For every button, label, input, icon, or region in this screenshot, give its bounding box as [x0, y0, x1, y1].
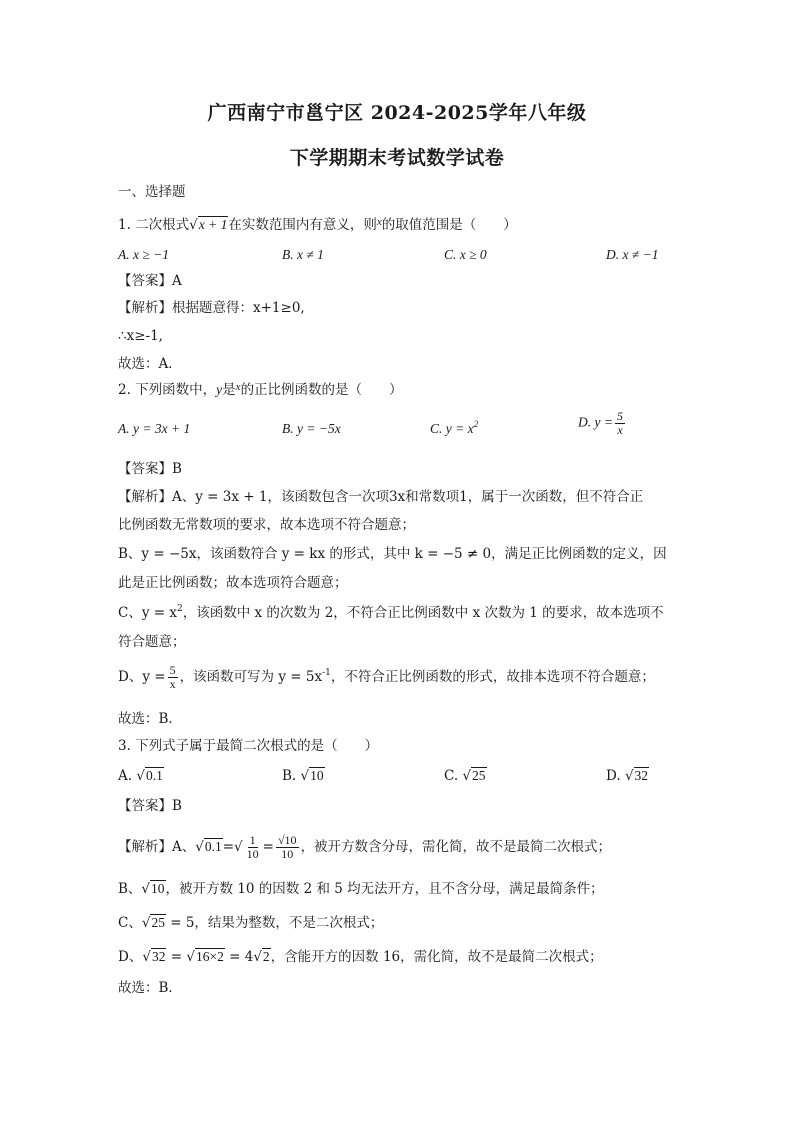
- sqrt-sign: √10: [141, 881, 165, 897]
- q3-a-pre: 【解析】A、: [118, 839, 196, 855]
- q3-b-post: ，被开方数 10 的因数 2 和 5 均无法开方，且不含分母，满足最简条件；: [165, 881, 604, 897]
- radicand: 2: [262, 949, 270, 964]
- radicand: 32: [151, 949, 166, 964]
- q1-radicand: x + 1: [198, 217, 228, 232]
- q2-analysis-a1: 【解析】A、y = 3x + 1，该函数包含一次项3x和常数项1，属于一次函数，但不符合正: [118, 489, 644, 505]
- sqrt-sign: √0.1: [136, 768, 163, 784]
- fraction-denominator: x: [169, 677, 176, 691]
- sqrt-sign: √x + 1: [189, 217, 228, 233]
- option-label: D.: [606, 768, 621, 784]
- q1-option-d: D. x ≠ −1: [606, 247, 659, 262]
- q2-stem-mid: 是: [222, 382, 236, 398]
- q2-stem: [118, 381, 403, 400]
- q3-d-eq2: = 4: [224, 949, 254, 965]
- fraction-numerator: 5: [169, 663, 176, 677]
- q1-stem-mid: 在实数范围内有意义，则: [228, 217, 377, 233]
- q1-answer: 【答案】A: [118, 273, 182, 289]
- radicand: 10: [310, 768, 324, 783]
- sqrt-sign: √10: [300, 768, 324, 784]
- q2-option-d: [578, 410, 627, 437]
- option-label: A.: [118, 768, 133, 784]
- option-label: C.: [444, 768, 459, 784]
- equals-sign: =: [222, 839, 235, 855]
- q1-conclusion: 故选：A．: [118, 356, 182, 372]
- q3-analysis-b: [118, 880, 604, 898]
- q3-b-pre: B、: [118, 881, 142, 897]
- q2-option-d-pre: D. y =: [578, 414, 613, 430]
- exam-title-line1: 广西南宁市邕宁区 2024-2025学年八年级: [207, 102, 587, 124]
- equals-sign: =: [262, 839, 274, 855]
- fraction-numerator: 1: [249, 833, 256, 847]
- q2-analysis-c2: 符合题意；: [118, 634, 186, 650]
- q2-conclusion: 故选：B．: [118, 711, 182, 727]
- q1-analysis: 【解析】根据题意得：x+1≥0,: [118, 300, 305, 316]
- q3-conclusion: 故选：B．: [118, 980, 182, 996]
- q3-a-fraction2: [276, 834, 299, 861]
- q2-analysis-b1: B、y = −5x，该函数符合 y = kx 的形式，其中 k = −5 ≠ 0，满足正比例函数的定义，因: [118, 546, 667, 562]
- q3-analysis-a: 【解析】A、√0.1=√ $\frac{1}{10}$ = $\frac{√10}{10}$ ，被开方数含分母，需化简，故不是最简二次根式；: [118, 833, 612, 861]
- exam-title-line2: 下学期期末考试数学试卷: [289, 147, 505, 169]
- q2-analysis-a2: 比例函数无常数项的要求，故本选项不符合题意；: [118, 517, 415, 533]
- q2-d-pre: D、y =: [118, 669, 166, 685]
- fraction-denominator: x: [617, 423, 623, 437]
- q2-analysis-d: [118, 664, 655, 691]
- q3-d-post: ，含能开方的因数 16，需化简，故不是最简二次根式；: [270, 949, 603, 965]
- q3-analysis-c: [118, 914, 383, 932]
- q2-c-pre: C、y = x: [118, 605, 177, 621]
- q1-option-a: A. x ≥ −1: [118, 247, 170, 262]
- q2-option-c-base: C. y = x: [430, 421, 474, 436]
- fraction-numerator: 5: [616, 409, 623, 423]
- sqrt-sign: √25: [141, 915, 165, 931]
- q2-option-d-fraction: [615, 410, 625, 437]
- radicand: 32: [634, 768, 649, 783]
- q2-stem-post: 的正比例函数的是（ ）: [240, 382, 403, 398]
- q2-option-c: [430, 420, 478, 439]
- q2-d-post: ，不符合正比例函数的形式，故排本选项不符合题意；: [330, 669, 655, 685]
- q3-c-post: = 5，结果为整数，不是二次根式；: [165, 915, 384, 931]
- q1-option-c: C. x ≥ 0: [444, 247, 487, 262]
- sqrt-sign: √32: [142, 949, 166, 965]
- radicand: 0.1: [204, 839, 222, 854]
- sqrt-sign: √16×2: [186, 949, 224, 965]
- q2-analysis-b2: 此是正比例函数；故本选项符合题意；: [118, 575, 348, 591]
- q3-option-c: [444, 767, 487, 785]
- q1-stem-pre: 1. 二次根式: [118, 217, 190, 233]
- fraction-denominator: 10: [281, 847, 294, 861]
- q3-d-pre: D、: [118, 949, 143, 965]
- q3-stem: 3. 下列式子属于最简二次根式的是（ ）: [118, 738, 379, 754]
- radicand: 25: [151, 915, 165, 930]
- q2-stem-pre: 2. 下列函数中，: [118, 382, 217, 398]
- q2-stem-y: y: [216, 382, 223, 397]
- fraction-denominator: 10: [246, 847, 259, 861]
- radicand: 25: [472, 768, 486, 783]
- q2-answer: 【答案】B: [118, 461, 182, 477]
- fraction-numerator: √10: [277, 833, 297, 847]
- q2-d-exp: -1: [322, 668, 331, 678]
- q3-analysis-d: [118, 948, 603, 966]
- q1-stem: [118, 216, 517, 235]
- sqrt-sign: √25: [462, 768, 486, 784]
- option-label: B.: [282, 768, 297, 784]
- q3-c-pre: C、: [118, 915, 142, 931]
- section-heading: 一、选择题: [118, 184, 186, 200]
- q2-d-fraction: [168, 664, 178, 691]
- q3-a-post: ，被开方数含分母，需化简，故不是最简二次根式；: [300, 839, 612, 855]
- radicand: 0.1: [145, 768, 163, 783]
- q2-option-c-exp: 2: [473, 419, 479, 429]
- q3-option-b: [282, 767, 325, 785]
- q2-d-mid: ，该函数可写为 y = 5x: [179, 669, 323, 685]
- q2-option-b: B. y = −5x: [282, 421, 341, 436]
- q1-stem-post: 的取值范围是（ ）: [381, 217, 517, 233]
- q3-option-d: [606, 767, 649, 785]
- q3-answer: 【答案】B: [118, 798, 182, 814]
- q1-step2: ∴x≥-1,: [118, 328, 163, 344]
- q3-option-a: [118, 767, 164, 785]
- q2-option-a: A. y = 3x + 1: [118, 421, 191, 436]
- q2-stem-x: x: [235, 381, 241, 393]
- radicand: 16×2: [195, 949, 224, 964]
- q2-c-exp: 2: [176, 604, 183, 614]
- sqrt-sign: √0.1: [195, 839, 222, 855]
- sqrt-sign: √2: [253, 949, 270, 965]
- q2-c-post: ，该函数中 x 的次数为 2，不符合正比例函数中 x 次数为 1 的要求，故本选项不: [182, 605, 664, 621]
- equals-sign: =: [166, 949, 187, 965]
- q2-analysis-c1: [118, 604, 664, 624]
- q1-option-b: B. x ≠ 1: [282, 247, 324, 262]
- sqrt-sign: √32: [624, 768, 649, 784]
- q1-stem-var: x: [376, 216, 382, 228]
- radicand: 10: [151, 881, 165, 896]
- q3-a-fraction1: [245, 834, 261, 861]
